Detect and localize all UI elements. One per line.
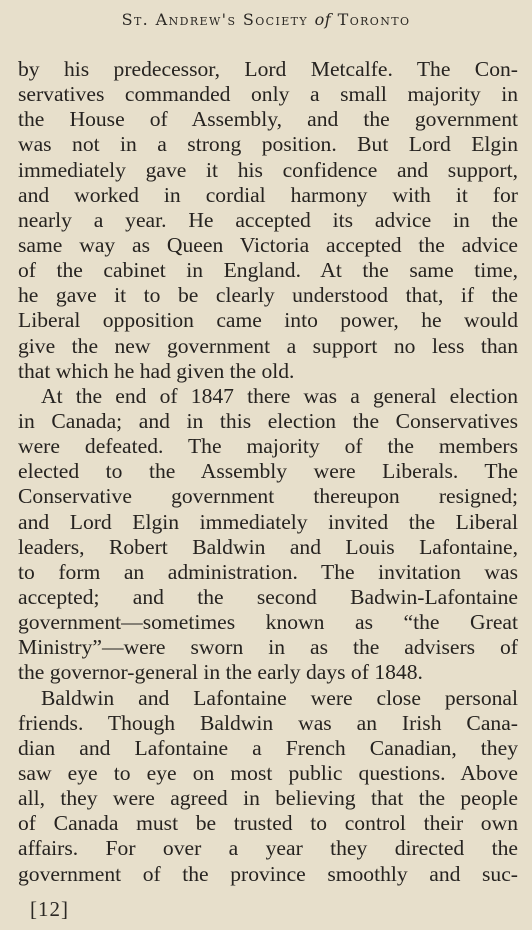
text-line: were defeated. The majority of the members — [18, 434, 518, 459]
running-head-city: Toronto — [337, 10, 411, 29]
text-line: affairs. For over a year they directed the — [18, 836, 518, 861]
text-line: Conservative government thereupon resigned; — [18, 484, 518, 509]
text-line: all, they were agreed in believing that the people — [18, 786, 518, 811]
text-line: the House of Assembly, and the government — [18, 107, 518, 132]
paragraph-1 — [18, 57, 518, 384]
running-head-society: St. Andrew's Society — [121, 10, 309, 29]
text-line: At the end of 1847 there was a general election — [41, 383, 518, 408]
text-line: dian and Lafontaine a French Canadian, they — [18, 735, 518, 760]
text-line: Baldwin and Lafontaine were close personal — [41, 685, 518, 710]
text-line: of Canada must be trusted to control their own — [18, 811, 518, 836]
text-line: give the new government a support no less than — [18, 333, 518, 358]
text-line: by his predecessor, Lord Metcalfe. The Con- — [18, 57, 518, 81]
text-line: of the cabinet in England. At the same time, — [18, 258, 518, 283]
text-line: he gave it to be clearly understood that, if the — [18, 283, 518, 308]
text-line: immediately gave it his confidence and support, — [18, 157, 518, 182]
text-line: accepted; and the second Badwin-Lafontaine — [18, 584, 518, 609]
text-line: leaders, Robert Baldwin and Louis Lafontaine, — [18, 534, 518, 559]
text-line: Liberal opposition came into power, he would — [18, 308, 518, 333]
running-head-connector: of — [314, 10, 332, 29]
text-line: nearly a year. He accepted its advice in the — [18, 207, 518, 232]
text-line: the governor-general in the early days of 1848. — [18, 660, 423, 685]
page-number: [12] — [30, 897, 69, 921]
text-line: saw eye to eye on most public questions. Above — [18, 760, 518, 785]
text-line: Ministry”—were sworn in as the advisers of — [18, 635, 518, 660]
text-line: elected to the Assembly were Liberals. The — [18, 459, 518, 484]
text-line: that which he had given the old. — [18, 358, 295, 383]
running-head — [0, 10, 532, 29]
text-line: and Lord Elgin immediately invited the Liberal — [18, 509, 518, 534]
text-line: to form an administration. The invitation was — [18, 559, 518, 584]
text-line: and worked in cordial harmony with it for — [18, 182, 518, 207]
paragraph-3 — [18, 686, 518, 887]
text-line: was not in a strong position. But Lord Elgin — [18, 132, 518, 157]
text-line: servatives commanded only a small majority in — [18, 82, 518, 107]
text-line: same way as Queen Victoria accepted the advice — [18, 232, 518, 257]
body-text — [18, 57, 518, 887]
text-line: government—sometimes known as “the Great — [18, 610, 518, 635]
text-line: in Canada; and in this election the Conservatives — [18, 408, 518, 433]
paragraph-2 — [18, 384, 518, 686]
text-line: government of the province smoothly and suc- — [18, 861, 518, 886]
text-line: friends. Though Baldwin was an Irish Cana- — [18, 710, 518, 735]
